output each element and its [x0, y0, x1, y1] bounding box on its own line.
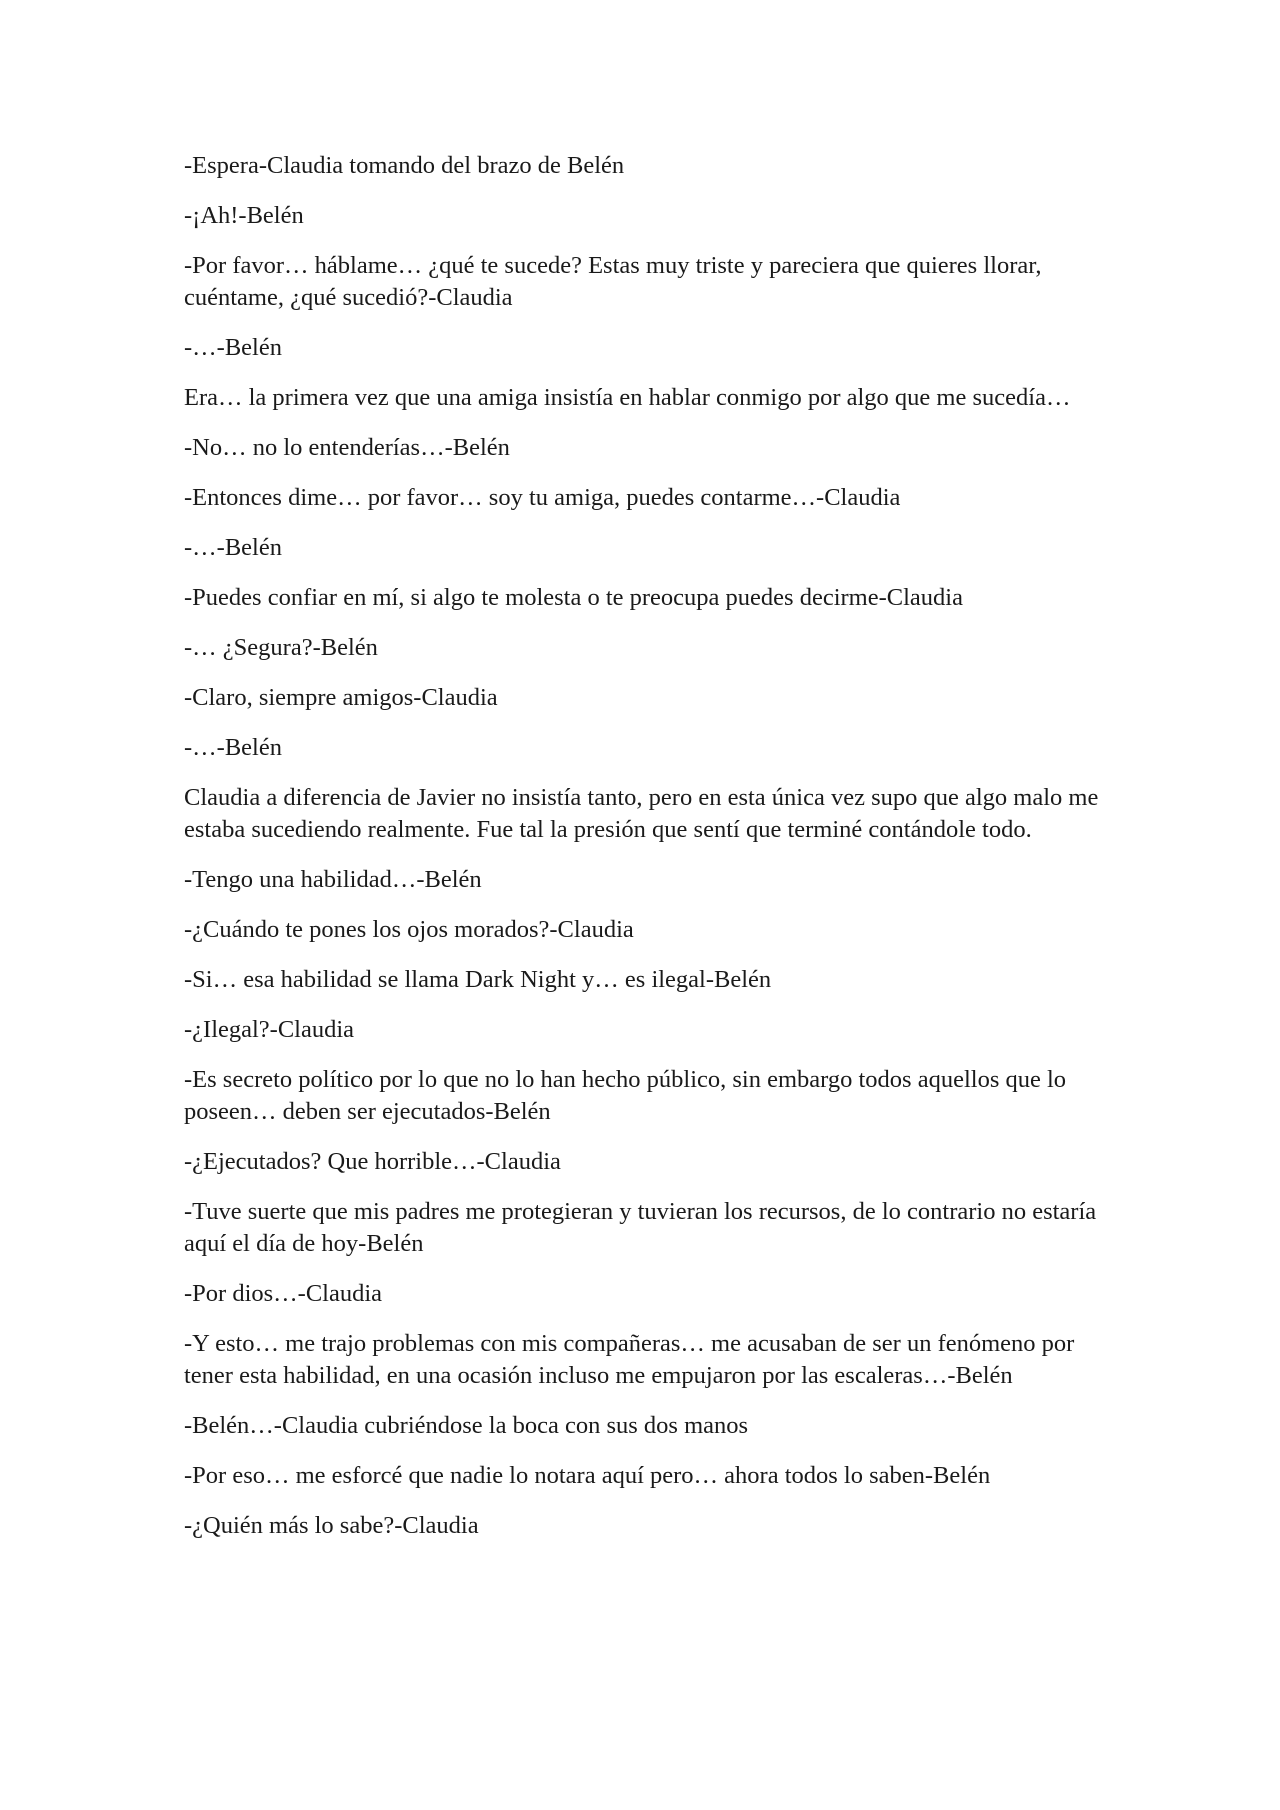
paragraph: -Belén…-Claudia cubriéndose la boca con sus dos manos	[184, 1412, 749, 1439]
paragraph: -Puedes confiar en mí, si algo te molesta o te preocupa puedes decirme-Claudia	[184, 584, 963, 611]
paragraph: -…-Belén	[184, 534, 282, 561]
paragraph: Era… la primera vez que una amiga insistía en hablar conmigo por algo que me sucedía…	[184, 384, 1071, 411]
paragraph: -Tuve suerte que mis padres me protegieran y tuvieran los recursos, de lo contrario no estaría aquí el día de hoy-Belén	[184, 1198, 1097, 1257]
paragraph: -Claro, siempre amigos-Claudia	[184, 684, 498, 711]
paragraph: -¿Ejecutados? Que horrible…-Claudia	[184, 1148, 561, 1175]
paragraph: -…-Belén	[184, 334, 282, 361]
paragraph: -¿Cuándo te pones los ojos morados?-Claudia	[184, 916, 634, 943]
paragraph: -… ¿Segura?-Belén	[184, 634, 378, 661]
paragraph: -Si… esa habilidad se llama Dark Night y… es ilegal-Belén	[184, 966, 772, 993]
paragraph: -Es secreto político por lo que no lo han hecho público, sin embargo todos aquellos que lo poseen… deben ser ejecutados-Belén	[184, 1066, 1067, 1125]
paragraph: -¡Ah!-Belén	[184, 202, 304, 229]
paragraph: -Entonces dime… por favor… soy tu amiga, puedes contarme…-Claudia	[184, 484, 901, 511]
paragraph: -…-Belén	[184, 734, 282, 761]
paragraph: -Por dios…-Claudia	[184, 1280, 383, 1307]
paragraph: -Tengo una habilidad…-Belén	[184, 866, 482, 893]
paragraph: Claudia a diferencia de Javier no insistía tanto, pero en esta única vez supo que algo malo me estaba sucediendo realmente. Fue tal la presión que sentí que terminé contándole todo.	[184, 784, 1099, 843]
paragraph: -Espera-Claudia tomando del brazo de Belén	[184, 152, 625, 179]
paragraph: -Por eso… me esforcé que nadie lo notara aquí pero… ahora todos lo saben-Belén	[184, 1462, 991, 1489]
paragraph: -No… no lo entenderías…-Belén	[184, 434, 510, 461]
paragraph: -¿Quién más lo sabe?-Claudia	[184, 1512, 479, 1539]
paragraph: -¿Ilegal?-Claudia	[184, 1016, 355, 1043]
paragraph: -Y esto… me trajo problemas con mis compañeras… me acusaban de ser un fenómeno por tener esta habilidad, en una ocasión incluso me empujaron por las escaleras…-Belén	[184, 1330, 1075, 1389]
document-body	[184, 150, 1114, 1560]
paragraph: -Por favor… háblame… ¿qué te sucede? Estas muy triste y pareciera que quieres llorar, cuéntame, ¿qué sucedió?-Claudia	[184, 252, 1042, 311]
